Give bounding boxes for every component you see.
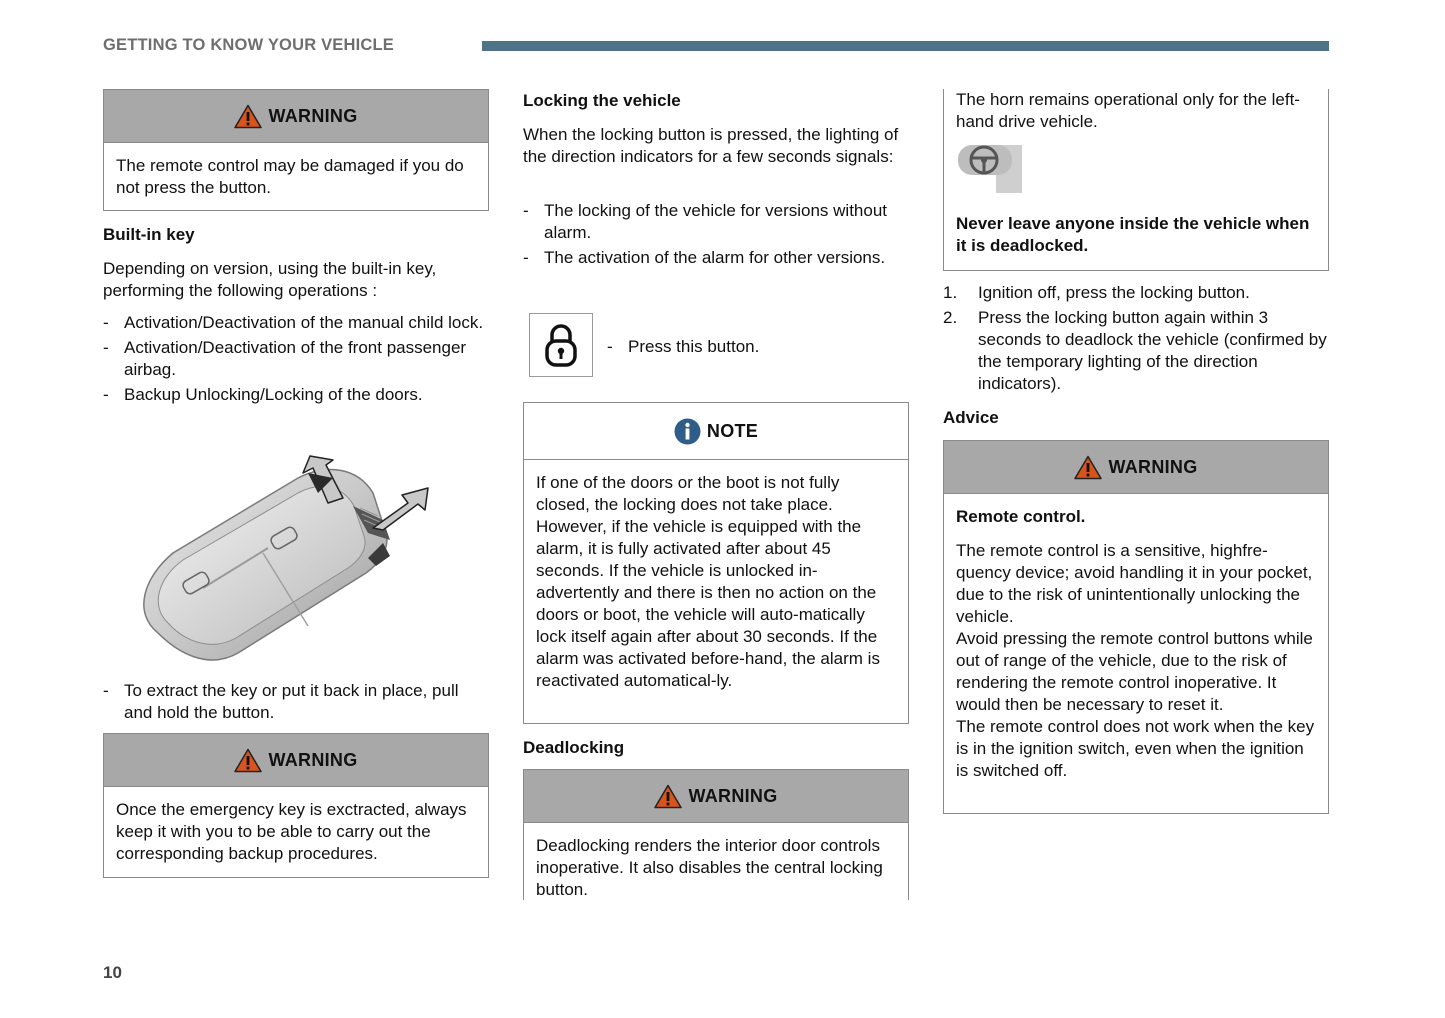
warning-triangle-icon: [234, 748, 262, 773]
note-box-locking: [523, 402, 909, 724]
list-item: - Activation/Deactivation of the manual child lock.: [103, 312, 489, 334]
list-item: [943, 282, 1329, 304]
warning-triangle-icon: [1074, 455, 1102, 480]
list-item: - Press this button.: [607, 336, 907, 358]
page-number: 10: [103, 963, 122, 982]
warning-title: WARNING: [268, 750, 358, 770]
warning-box-deadlocking: [523, 769, 909, 900]
built-in-key-intro: Depending on version, using the built-in key, performing the following operations :: [103, 259, 437, 300]
extract-key-list: [103, 680, 489, 727]
padlock-icon: [544, 322, 578, 368]
horn-operational-text: The horn remains operational only for the left-hand drive vehicle.: [956, 90, 1300, 131]
section-heading-deadlocking: Deadlocking: [523, 738, 625, 757]
built-in-key-operations-list: [103, 312, 489, 409]
warning-box-remote-control: [943, 440, 1329, 814]
locking-signals-list: [523, 200, 909, 272]
list-item: - Backup Unlocking/Locking of the doors.: [103, 384, 489, 406]
warning-box-header: [944, 441, 1328, 494]
list-item: - Activation/Deactivation of the front passenger airbag.: [103, 337, 489, 381]
section-heading-advice: Advice: [943, 408, 999, 427]
warning-box-header: [104, 90, 488, 143]
press-button-list: [607, 336, 907, 361]
warning-text: Once the emergency key is exctracted, always keep it with you to be able to carry out the corresponding backup procedures.: [116, 800, 467, 863]
info-icon: [674, 418, 701, 445]
deadlock-steps-list: [943, 282, 1329, 398]
warning-text: Deadlocking renders the interior door controls inoperative. It also disables the central locking button.: [536, 836, 883, 899]
warning-box-continued: [943, 89, 1329, 271]
warning-text: Avoid pressing the remote control buttons while out of range of the vehicle, due to the risk of rendering the remote control inoperative. It would then be necessary to reset it.: [956, 629, 1313, 714]
step-text: Ignition off, press the locking button.: [978, 283, 1250, 302]
note-box-header: [524, 403, 908, 460]
section-heading-built-in-key: Built-in key: [103, 225, 195, 244]
warning-triangle-icon: [654, 784, 682, 809]
list-item: - To extract the key or put it back in place, pull and hold the button.: [103, 680, 489, 724]
section-heading-locking: Locking the vehicle: [523, 91, 681, 110]
list-item: - The locking of the vehicle for versions without alarm.: [523, 200, 909, 244]
warning-title: WARNING: [1108, 457, 1198, 477]
warning-text: The remote control is a sensitive, highfre-quency device; avoid handling it in your pocket, due to the risk of unintentionally unlocking the vehicle.: [956, 541, 1313, 626]
warning-title: WARNING: [268, 106, 358, 126]
warning-subtitle: Remote control.: [956, 507, 1086, 526]
list-item: [943, 307, 1329, 395]
step-number: 1.: [943, 283, 958, 302]
warning-text: The remote control may be damaged if you do not press the button.: [116, 156, 464, 197]
warning-triangle-icon: [234, 104, 262, 129]
lock-button-illustration: [529, 313, 593, 377]
warning-title: WARNING: [688, 786, 778, 806]
header-bar: [482, 41, 1329, 51]
warning-box-header: [104, 734, 488, 787]
step-text: Press the locking button again within 3 seconds to deadlock the vehicle (confirmed by the temporary lighting of the direction indicators).: [978, 308, 1327, 393]
list-item: - The activation of the alarm for other versions.: [523, 247, 909, 269]
step-number: 2.: [943, 308, 958, 327]
note-text: If one of the doors or the boot is not fully closed, the locking does not take place. However, if the vehicle is equipped with the alarm, it is fully activated after about 45 seconds. If the vehicle is unlocked in-advertently and there is then no action on the doors or boot, the vehicle will auto-matically lock itself again after about 30 seconds. If the alarm was activated before-hand, the alarm is reactivated automatical-ly.: [536, 473, 880, 690]
left-hand-drive-icon: [956, 143, 1026, 195]
locking-intro: When the locking button is pressed, the lighting of the direction indicators for a few seconds signals:: [523, 125, 899, 166]
page-header-title: GETTING TO KNOW YOUR VEHICLE: [103, 36, 395, 54]
warning-box-emergency-key: [103, 733, 489, 878]
warning-box-remote-damage: [103, 89, 489, 211]
warning-box-header: [524, 770, 908, 823]
never-leave-anyone-text: Never leave anyone inside the vehicle when it is deadlocked.: [956, 214, 1310, 255]
warning-text: The remote control does not work when the key is in the ignition switch, even when the ignition is switched off.: [956, 717, 1315, 780]
key-fob-illustration: [128, 448, 468, 673]
note-title: NOTE: [706, 421, 759, 441]
